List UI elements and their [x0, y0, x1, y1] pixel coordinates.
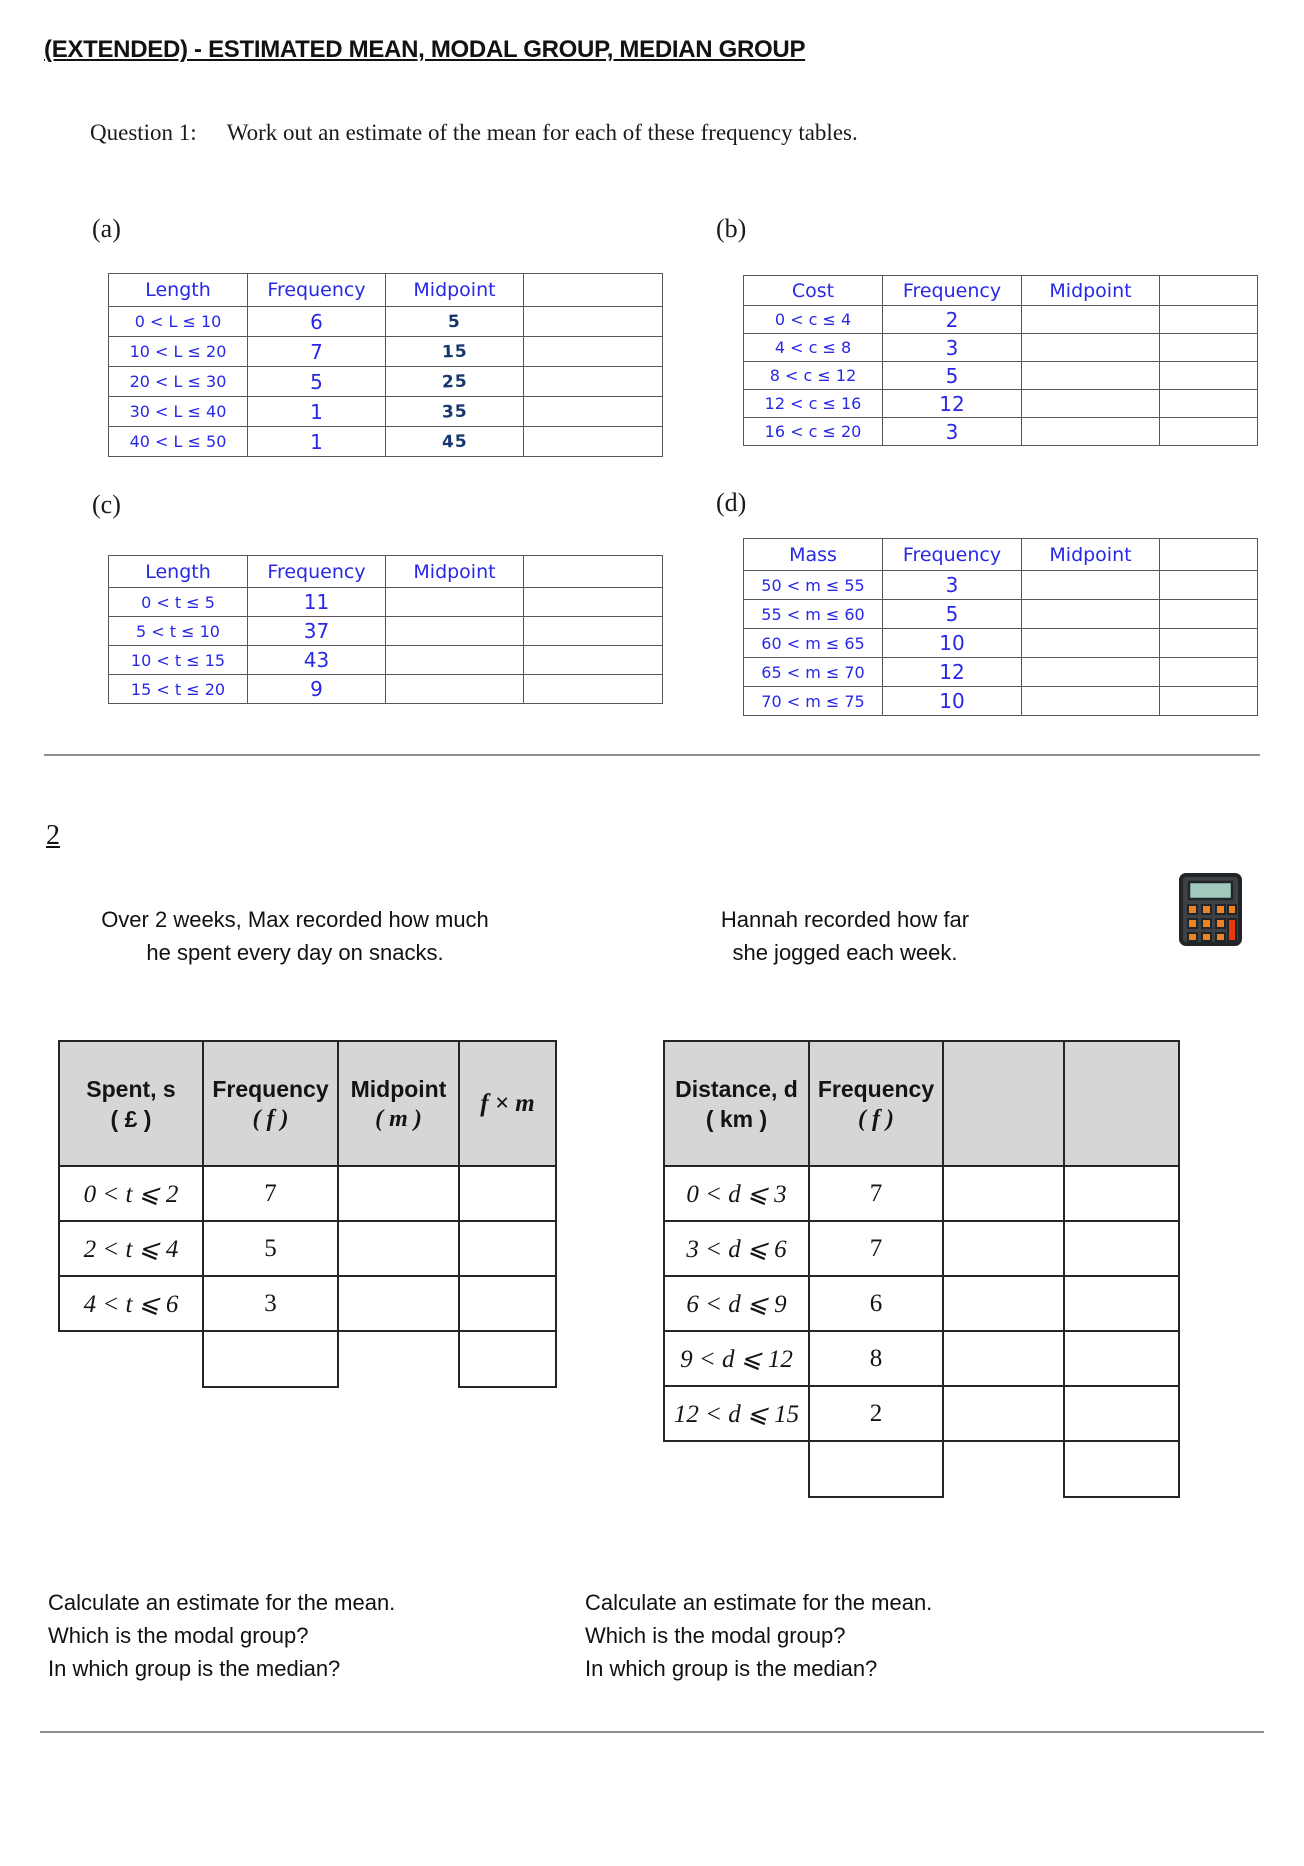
midpoint-cell — [386, 617, 524, 646]
frequency-cell: 3 — [883, 571, 1022, 600]
blank-header-cell — [524, 274, 663, 307]
blank-header-cell — [1160, 276, 1258, 306]
midpoint-cell — [1022, 687, 1160, 716]
question1-line — [90, 120, 858, 146]
page-title: (EXTENDED) - ESTIMATED MEAN, MODAL GROUP, MEDIAN GROUP — [44, 36, 806, 63]
midpoint-cell — [1022, 658, 1160, 687]
range-cell: 16 < c ≤ 20 — [744, 418, 883, 446]
blank-cell — [1064, 1166, 1179, 1221]
range-cell: 10 < t ≤ 15 — [109, 646, 248, 675]
header-line: ( f ) — [252, 1105, 289, 1132]
column-header-midpoint: Midpoint — [386, 274, 524, 307]
blank-cell — [1160, 687, 1258, 716]
blank-cell — [1160, 658, 1258, 687]
max-questions — [48, 1586, 395, 1685]
range-cell: 40 < L ≤ 50 — [109, 427, 248, 457]
midpoint-cell — [1022, 571, 1160, 600]
header-line: Spent, s — [86, 1075, 176, 1102]
column-header-frequency: Frequency — [248, 556, 386, 588]
frequency-cell: 37 — [248, 617, 386, 646]
blank-cell — [1160, 334, 1258, 362]
header-line: ( m ) — [375, 1105, 422, 1132]
frequency-cell: 1 — [248, 397, 386, 427]
column-header-fxm: f × m — [459, 1041, 556, 1166]
frequency-total-cell — [809, 1441, 943, 1497]
frequency-cell: 7 — [248, 337, 386, 367]
midpoint-cell — [386, 367, 524, 397]
blank-cell — [1160, 629, 1258, 658]
empty-area — [943, 1441, 1064, 1497]
range-cell: 20 < L ≤ 30 — [109, 367, 248, 397]
blank-cell — [1160, 418, 1258, 446]
frequency-cell: 6 — [809, 1276, 943, 1331]
handwritten-midpoint: 45 — [441, 431, 468, 452]
hannah-question-modal: Which is the modal group? — [585, 1623, 846, 1648]
handwritten-midpoint: 15 — [441, 341, 468, 362]
column-header-frequency: Frequency — [248, 274, 386, 307]
fxm-cell — [459, 1276, 556, 1331]
frequency-cell: 1 — [248, 427, 386, 457]
frequency-cell: 12 — [883, 658, 1022, 687]
hannah-intro-line2: she jogged each week. — [732, 940, 958, 965]
blank-cell — [1160, 306, 1258, 334]
blank-cell — [1160, 571, 1258, 600]
frequency-cell: 10 — [883, 629, 1022, 658]
range-cell: 8 < c ≤ 12 — [744, 362, 883, 390]
column-header-midpoint — [338, 1041, 459, 1166]
section-divider — [44, 754, 1260, 756]
midpoint-cell — [1022, 600, 1160, 629]
range-cell: 60 < m ≤ 65 — [744, 629, 883, 658]
blank-cell — [1160, 600, 1258, 629]
range-cell: 55 < m ≤ 60 — [744, 600, 883, 629]
header-line: ( km ) — [705, 1105, 768, 1132]
column-header-distance — [664, 1041, 809, 1166]
frequency-cell: 5 — [248, 367, 386, 397]
bottom-divider — [40, 1731, 1264, 1733]
blank-cell — [1064, 1331, 1179, 1386]
blank-cell — [943, 1331, 1064, 1386]
range-cell: 4 < t ⩽ 6 — [59, 1276, 203, 1331]
column-header-length: Length — [109, 556, 248, 588]
blank-cell — [943, 1386, 1064, 1441]
midpoint-cell — [1022, 418, 1160, 446]
midpoint-cell — [386, 337, 524, 367]
blank-cell — [524, 367, 663, 397]
range-cell: 9 < d ⩽ 12 — [664, 1331, 809, 1386]
blank-header-cell — [1064, 1041, 1179, 1166]
blank-cell — [1160, 390, 1258, 418]
range-cell: 30 < L ≤ 40 — [109, 397, 248, 427]
midpoint-cell — [386, 397, 524, 427]
column-header-cost: Cost — [744, 276, 883, 306]
max-question-mean: Calculate an estimate for the mean. — [48, 1590, 396, 1615]
range-cell: 6 < d ⩽ 9 — [664, 1276, 809, 1331]
max-intro-line2: he spent every day on snacks. — [146, 940, 444, 965]
q1-table-c — [108, 555, 663, 704]
hannah-intro — [645, 903, 1045, 969]
header-line: Midpoint — [350, 1075, 447, 1102]
range-cell: 15 < t ≤ 20 — [109, 675, 248, 704]
range-cell: 4 < c ≤ 8 — [744, 334, 883, 362]
header-line: Frequency — [817, 1075, 935, 1102]
blank-cell — [524, 617, 663, 646]
column-header-mass: Mass — [744, 539, 883, 571]
range-cell: 0 < L ≤ 10 — [109, 307, 248, 337]
question1-text: Work out an estimate of the mean for each of these frequency tables. — [226, 120, 858, 145]
range-cell: 0 < d ⩽ 3 — [664, 1166, 809, 1221]
blank-header-cell — [943, 1041, 1064, 1166]
frequency-cell: 5 — [883, 362, 1022, 390]
part-label-d: (d) — [716, 488, 747, 517]
midpoint-cell — [338, 1166, 459, 1221]
frequency-cell: 5 — [883, 600, 1022, 629]
max-intro-line1: Over 2 weeks, Max recorded how much — [101, 907, 489, 932]
hannah-questions — [585, 1586, 932, 1685]
header-line: Frequency — [212, 1075, 329, 1102]
midpoint-cell — [338, 1276, 459, 1331]
blank-header-cell — [1160, 539, 1258, 571]
midpoint-cell — [338, 1221, 459, 1276]
blank-cell — [524, 337, 663, 367]
blank-cell — [524, 307, 663, 337]
empty-area — [59, 1331, 203, 1387]
column-header-midpoint: Midpoint — [1022, 539, 1160, 571]
midpoint-cell — [1022, 306, 1160, 334]
blank-cell — [524, 397, 663, 427]
q1-table-b — [743, 275, 1258, 446]
midpoint-cell — [386, 307, 524, 337]
midpoint-cell — [386, 646, 524, 675]
frequency-cell: 3 — [883, 418, 1022, 446]
blank-cell — [524, 675, 663, 704]
range-cell: 2 < t ⩽ 4 — [59, 1221, 203, 1276]
part-label-c: (c) — [92, 490, 121, 519]
column-header-frequency — [809, 1041, 943, 1166]
column-header-frequency: Frequency — [883, 539, 1022, 571]
blank-header-cell — [524, 556, 663, 588]
frequency-cell: 7 — [809, 1221, 943, 1276]
max-intro — [80, 903, 510, 969]
frequency-cell: 2 — [809, 1386, 943, 1441]
blank-cell — [524, 588, 663, 617]
hannah-intro-line1: Hannah recorded how far — [720, 907, 970, 932]
column-header-spent — [59, 1041, 203, 1166]
column-header-frequency: Frequency — [883, 276, 1022, 306]
handwritten-midpoint: 5 — [447, 311, 462, 332]
range-cell: 12 < c ≤ 16 — [744, 390, 883, 418]
blank-cell — [1064, 1276, 1179, 1331]
blank-cell — [524, 427, 663, 457]
header-line: ( £ ) — [110, 1105, 152, 1132]
hannah-question-median: In which group is the median? — [585, 1656, 878, 1681]
frequency-cell: 8 — [809, 1331, 943, 1386]
frequency-cell: 11 — [248, 588, 386, 617]
handwritten-midpoint: 35 — [441, 401, 468, 422]
hannah-table — [663, 1040, 1180, 1498]
frequency-cell: 43 — [248, 646, 386, 675]
fxm-cell — [459, 1221, 556, 1276]
frequency-cell: 12 — [883, 390, 1022, 418]
part-label-b: (b) — [716, 214, 747, 243]
range-cell: 0 < t ≤ 5 — [109, 588, 248, 617]
blank-cell — [943, 1276, 1064, 1331]
blank-cell — [943, 1166, 1064, 1221]
column-header-midpoint: Midpoint — [1022, 276, 1160, 306]
midpoint-cell — [1022, 334, 1160, 362]
blank-cell — [1064, 1386, 1179, 1441]
frequency-cell: 9 — [248, 675, 386, 704]
frequency-total-cell — [203, 1331, 338, 1387]
range-cell: 65 < m ≤ 70 — [744, 658, 883, 687]
max-question-median: In which group is the median? — [48, 1656, 341, 1681]
range-cell: 3 < d ⩽ 6 — [664, 1221, 809, 1276]
q1-table-a — [108, 273, 663, 457]
blank-cell — [524, 646, 663, 675]
column-header-length: Length — [109, 274, 248, 307]
max-table — [58, 1040, 557, 1388]
column-header-midpoint: Midpoint — [386, 556, 524, 588]
midpoint-cell — [386, 675, 524, 704]
blank-cell — [943, 1221, 1064, 1276]
range-cell: 0 < t ⩽ 2 — [59, 1166, 203, 1221]
total-cell — [1064, 1441, 1179, 1497]
blank-cell — [1160, 362, 1258, 390]
range-cell: 0 < c ≤ 4 — [744, 306, 883, 334]
fxm-cell — [459, 1166, 556, 1221]
frequency-cell: 3 — [203, 1276, 338, 1331]
frequency-cell: 5 — [203, 1221, 338, 1276]
empty-area — [664, 1441, 809, 1497]
frequency-cell: 7 — [203, 1166, 338, 1221]
hannah-question-mean: Calculate an estimate for the mean. — [585, 1590, 933, 1615]
frequency-cell: 6 — [248, 307, 386, 337]
calculator-icon — [1178, 872, 1246, 948]
header-line: ( f ) — [858, 1105, 894, 1132]
handwritten-midpoint: 25 — [441, 371, 468, 392]
range-cell: 10 < L ≤ 20 — [109, 337, 248, 367]
blank-cell — [1064, 1221, 1179, 1276]
range-cell: 5 < t ≤ 10 — [109, 617, 248, 646]
column-header-frequency — [203, 1041, 338, 1166]
range-cell: 70 < m ≤ 75 — [744, 687, 883, 716]
midpoint-cell — [1022, 390, 1160, 418]
range-cell: 50 < m ≤ 55 — [744, 571, 883, 600]
midpoint-cell — [386, 588, 524, 617]
part-label-a: (a) — [92, 214, 121, 243]
fxm-total-cell — [459, 1331, 556, 1387]
frequency-cell: 7 — [809, 1166, 943, 1221]
frequency-cell: 3 — [883, 334, 1022, 362]
q1-table-d — [743, 538, 1258, 716]
empty-area — [338, 1331, 459, 1387]
header-line: Distance, d — [675, 1075, 798, 1102]
midpoint-cell — [386, 427, 524, 457]
max-question-modal: Which is the modal group? — [48, 1623, 309, 1648]
midpoint-cell — [1022, 362, 1160, 390]
frequency-cell: 10 — [883, 687, 1022, 716]
question1-label: Question 1: — [90, 120, 197, 145]
midpoint-cell — [1022, 629, 1160, 658]
range-cell: 12 < d ⩽ 15 — [664, 1386, 809, 1441]
frequency-cell: 2 — [883, 306, 1022, 334]
section2-number: 2 — [46, 820, 60, 851]
